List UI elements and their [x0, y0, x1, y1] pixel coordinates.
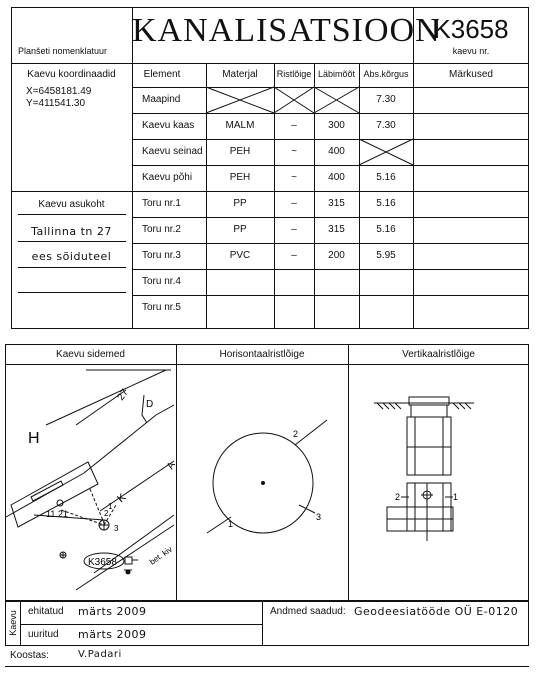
row-material: MALM: [225, 120, 255, 131]
row-ristloige: –: [291, 250, 297, 261]
row-ristloige: –: [291, 224, 297, 235]
row-abs: 5.95: [376, 250, 396, 261]
col-abs: Abs.kõrgus: [363, 69, 409, 79]
koostas-value: V.Padari: [78, 649, 122, 660]
map-house-letter: H: [28, 430, 40, 447]
horiz-n2: 2: [293, 429, 299, 439]
coords-label: Kaevu koordinaadid: [27, 69, 116, 80]
row-element: Toru nr.4: [142, 276, 181, 287]
col-labimoot: Läbimõõt: [317, 69, 356, 79]
panel-title-vertical: Vertikaalristlõige: [402, 349, 475, 360]
vert-n1: 1: [453, 492, 459, 502]
map-n2: 2: [104, 509, 109, 518]
row-abs: 5.16: [376, 224, 396, 235]
well-id-label: kaevu nr.: [452, 46, 490, 56]
map-n3: 3: [114, 524, 119, 533]
document-title: KANALISATSIOON: [132, 12, 441, 49]
row-material: PEH: [229, 172, 251, 183]
location-label: Kaevu asukoht: [38, 199, 105, 210]
row-abs: 5.16: [376, 172, 396, 183]
row-labimoot: 400: [328, 172, 345, 183]
row-element: Toru nr.2: [142, 224, 181, 235]
horiz-n3: 3: [316, 512, 322, 522]
uuritud-label: uuritud: [28, 629, 59, 640]
row-material: PEH: [229, 146, 251, 157]
row-labimoot: 315: [328, 224, 345, 235]
location-line2: ees sõiduteel: [31, 250, 112, 263]
row-labimoot: 200: [328, 250, 345, 261]
row-ristloige: ~: [291, 146, 297, 157]
map-num-27: 27: [115, 387, 131, 403]
ehitatud-label: ehitatud: [28, 606, 64, 617]
row-element: Kaevu seinad: [142, 146, 203, 157]
row-element: Kaevu kaas: [142, 120, 195, 131]
map-pointer-d: D: [146, 399, 154, 410]
row-labimoot: 400: [328, 146, 345, 157]
row-element: Kaevu põhi: [142, 172, 193, 183]
kaevu-vertical-label: Kaevu: [8, 610, 18, 636]
row-element: Maapind: [142, 94, 181, 105]
koostas-label: Koostas:: [10, 650, 49, 661]
coord-y: Y=411541.30: [26, 98, 86, 109]
vertical-section-sketch: [349, 365, 529, 600]
andmed-value: Geodeesiatööde OÜ E-0120: [354, 605, 519, 618]
site-map-sketch: [6, 365, 176, 600]
row-ristloige: ~: [291, 172, 297, 183]
col-materjal: Materjal: [222, 69, 258, 80]
horizontal-section-sketch: [177, 365, 348, 600]
row-ristloige: –: [291, 120, 297, 131]
row-abs: 5.16: [376, 198, 396, 209]
map-well-label: K3658: [88, 557, 117, 568]
row-element: Toru nr.3: [142, 250, 181, 261]
row-labimoot: 300: [328, 120, 345, 131]
row-element: Toru nr.1: [142, 198, 181, 209]
row-element: Toru nr.5: [142, 302, 181, 313]
row-material: PP: [233, 224, 247, 235]
ehitatud-value: märts 2009: [78, 605, 147, 618]
location-line1: Tallinna tn 27: [31, 225, 112, 238]
row-ristloige: –: [291, 198, 297, 209]
col-markused: Märkused: [449, 69, 493, 80]
col-ristloige: Ristlõige: [276, 69, 312, 79]
map-street-text: bet. kiv: [147, 544, 174, 567]
planseti-label: Planšeti nomenklatuur: [18, 46, 108, 56]
map-edge-a: A: [165, 460, 178, 472]
andmed-label: Andmed saadud:: [270, 606, 346, 617]
map-dim: 11.21: [46, 509, 68, 519]
map-curb-k: K: [115, 491, 129, 506]
row-abs: 7.30: [376, 94, 396, 105]
row-abs: 7.30: [376, 120, 396, 131]
horiz-n1: 1: [228, 519, 234, 529]
uuritud-value: märts 2009: [78, 628, 147, 641]
row-labimoot: 315: [328, 198, 345, 209]
coord-x: X=6458181.49: [26, 86, 92, 97]
well-id: K3658: [433, 14, 509, 44]
panel-title-horizontal: Horisontaalristlõige: [219, 349, 305, 360]
row-material: PVC: [229, 250, 251, 261]
map-n1: 1: [108, 502, 113, 511]
row-material: PP: [233, 198, 247, 209]
panel-title-sidemed: Kaevu sidemed: [56, 349, 125, 360]
col-element: Element: [143, 69, 181, 80]
vert-n2: 2: [395, 492, 401, 502]
